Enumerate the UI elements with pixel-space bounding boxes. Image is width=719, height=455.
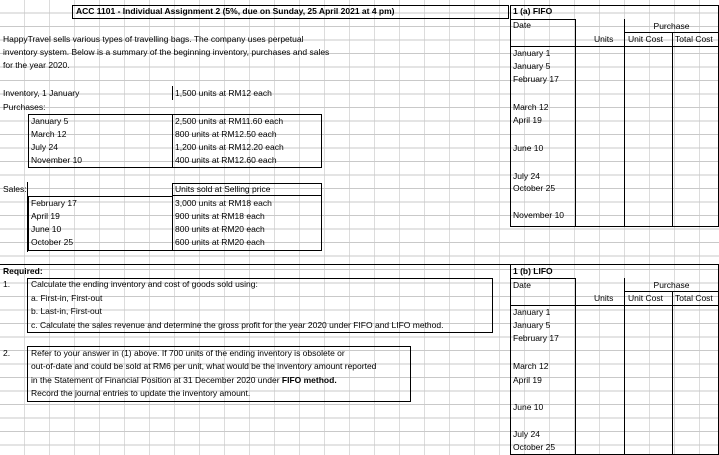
lifo-purchase-header: Purchase	[653, 280, 690, 290]
fifo-title: 1 (a) FIFO	[513, 6, 553, 16]
purchase-date: July 24	[31, 142, 58, 152]
fifo-date: March 12	[513, 102, 549, 112]
question-1b: b. Last-in, First-out	[31, 306, 102, 316]
question-2-line-1: Refer to your answer in (1) above. If 700 units of the ending inventory is obsolete or	[31, 348, 345, 358]
inventory-value: 1,500 units at RM12 each	[175, 88, 272, 98]
divider	[672, 291, 673, 455]
lifo-total-cost-header: Total Cost	[675, 293, 713, 303]
sale-date: February 17	[31, 198, 77, 208]
question-2-method: FIFO method.	[281, 375, 337, 385]
sale-value: 600 units at RM20 each	[175, 237, 265, 247]
question-2-line-4: Record the journal entries to update the inventory amount.	[31, 388, 251, 398]
lifo-date: June 10	[513, 402, 544, 412]
divider	[672, 32, 673, 227]
sale-date: October 25	[31, 237, 74, 247]
sales-label: Sales:	[3, 184, 27, 194]
fifo-units-header: Units	[594, 34, 614, 44]
lifo-date: January 1	[513, 307, 551, 317]
divider	[624, 19, 625, 227]
lifo-date: February 17	[513, 333, 559, 343]
purchases-label: Purchases:	[3, 102, 46, 112]
fifo-date: July 24	[513, 171, 540, 181]
question-2-line-3-text: in the Statement of Financial Position at 31 December 2020 under	[31, 375, 282, 385]
lifo-date: April 19	[513, 375, 542, 385]
inventory-label: Inventory, 1 January	[3, 88, 80, 98]
lifo-date: January 5	[513, 320, 551, 330]
lifo-title: 1 (b) LIFO	[513, 266, 553, 276]
question-2-line-3	[31, 374, 337, 386]
lifo-date: July 24	[513, 429, 540, 439]
sale-value: 800 units at RM20 each	[175, 224, 265, 234]
purchase-date: January 5	[31, 116, 69, 126]
fifo-date: January 1	[513, 48, 551, 58]
question-1a: a. First-in, First-out	[31, 293, 103, 303]
question-2-number: 2.	[3, 348, 11, 358]
lifo-date-header: Date	[513, 280, 531, 290]
lifo-units-header: Units	[594, 293, 614, 303]
purchase-value: 2,500 units at RM11.60 each	[175, 116, 284, 126]
fifo-date: February 17	[513, 74, 559, 84]
fifo-date: November 10	[513, 210, 565, 220]
divider	[575, 19, 576, 227]
fifo-unit-cost-header: Unit Cost	[628, 34, 663, 44]
lifo-date: October 25	[513, 442, 556, 452]
purchase-value: 800 units at RM12.50 each	[175, 129, 277, 139]
required-rule	[0, 264, 510, 265]
intro-line-3: for the year 2020.	[3, 60, 70, 70]
purchase-value: 1,200 units at RM12.20 each	[175, 142, 284, 152]
fifo-purchase-header: Purchase	[653, 21, 690, 31]
intro-line-2: inventory system. Below is a summary of the beginning inventory, purchases and sales	[3, 47, 330, 57]
question-2-line-2: out-of-date and could be sold at RM6 per unit, what would be the inventory amount reported	[31, 361, 377, 371]
sales-header: Units sold at Selling price	[175, 184, 271, 194]
assignment-title: ACC 1101 - Individual Assignment 2 (5%, due on Sunday, 25 April 2021 at 4 pm)	[76, 6, 395, 16]
purchase-value: 400 units at RM12.60 each	[175, 155, 277, 165]
fifo-total-cost-header: Total Cost	[675, 34, 713, 44]
question-1-text: Calculate the ending inventory and cost of goods sold using:	[31, 279, 258, 289]
sale-date: April 19	[31, 211, 60, 221]
fifo-date: October 25	[513, 183, 556, 193]
purchase-date: November 10	[31, 155, 83, 165]
sale-value: 900 units at RM18 each	[175, 211, 265, 221]
lifo-date: March 12	[513, 361, 549, 371]
purchase-date: March 12	[31, 129, 67, 139]
question-1-number: 1.	[3, 279, 11, 289]
sale-value: 3,000 units at RM18 each	[175, 198, 272, 208]
fifo-date: April 19	[513, 115, 542, 125]
fifo-date-header: Date	[513, 20, 531, 30]
fifo-date: January 5	[513, 61, 551, 71]
intro-line-1: HappyTravel sells various types of travelling bags. The company uses perpetual	[3, 34, 304, 44]
sale-date: June 10	[31, 224, 62, 234]
fifo-date: June 10	[513, 143, 544, 153]
required-label: Required:	[3, 266, 43, 276]
lifo-unit-cost-header: Unit Cost	[628, 293, 663, 303]
question-1c: c. Calculate the sales revenue and determine the gross profit for the year 2020 under FIFO and LIFO method.	[31, 320, 444, 330]
divider	[172, 86, 173, 100]
